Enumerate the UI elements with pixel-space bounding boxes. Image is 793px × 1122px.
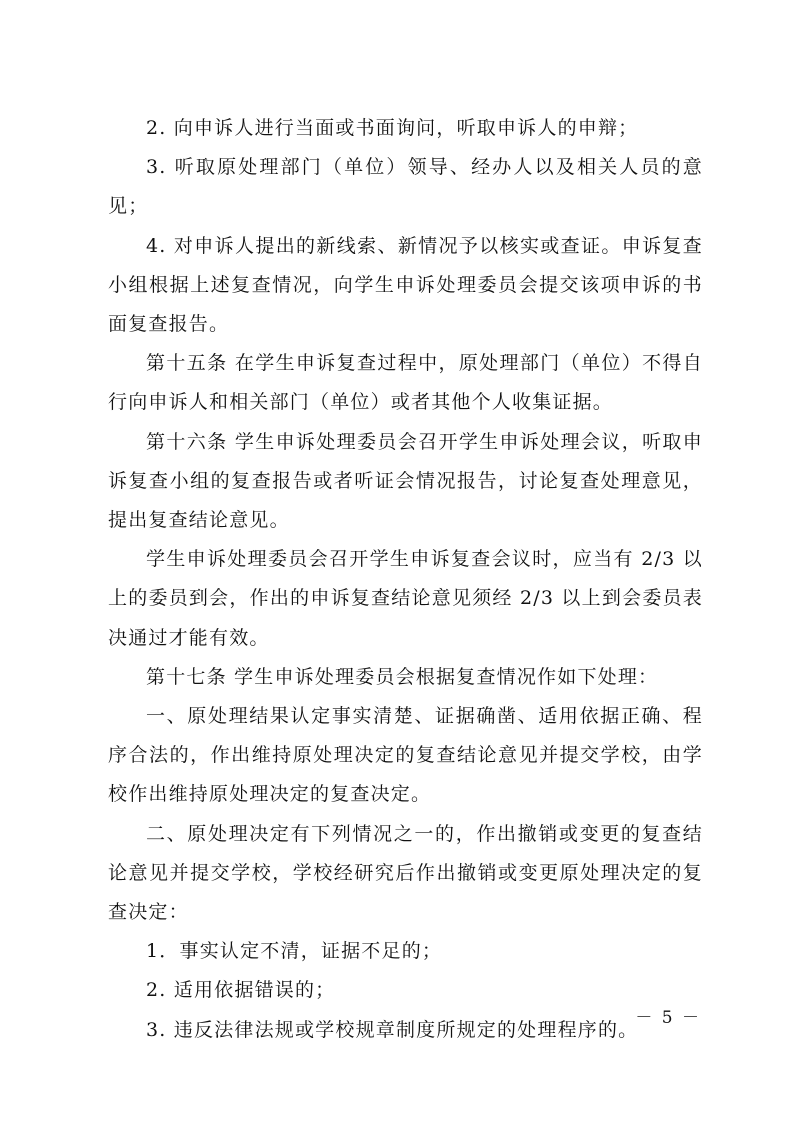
section-two: 二、原处理决定有下列情况之一的，作出撤销或变更的复查结论意见并提交学校，学校经研究后作出撤销或变更原处理决定的复查决定： — [108, 822, 703, 924]
paragraph-item-3: 3. 听取原处理部门（单位）领导、经办人以及相关人员的意见； — [108, 156, 703, 218]
article-15: 第十五条 在学生申诉复查过程中，原处理部门（单位）不得自行向申诉人和相关部门（单位）或者其他个人收集证据。 — [108, 352, 703, 414]
article-17: 第十七条 学生申诉处理委员会根据复查情况作如下处理： — [146, 665, 659, 688]
article-16: 第十六条 学生申诉处理委员会召开学生申诉处理会议，听取申诉复查小组的复查报告或者听证会情况报告，讨论复查处理意见，提出复查结论意见。 — [108, 430, 703, 532]
sub-item-1: 1．事实认定不清，证据不足的； — [146, 940, 443, 963]
document-body — [108, 109, 703, 1050]
sub-item-2: 2. 适用依据错误的； — [146, 979, 336, 1002]
sub-item-3: 3. 违反法律法规或学校规章制度所规定的处理程序的。 — [146, 1018, 639, 1041]
paragraph-item-2: 2. 向申诉人进行当面或书面询问，听取申诉人的申辩； — [146, 117, 639, 139]
meeting-quorum-paragraph: 学生申诉处理委员会召开学生申诉复查会议时，应当有 2/3 以上的委员到会，作出的申诉复查结论意见须经 2/3 以上到会委员表决通过才能有效。 — [108, 548, 703, 649]
section-one: 一、原处理结果认定事实清楚、证据确凿、适用依据正确、程序合法的，作出维持原处理决定的复查结论意见并提交学校，由学校作出维持原处理决定的复查决定。 — [108, 705, 703, 806]
paragraph-item-4: 4. 对申诉人提出的新线索、新情况予以核实或查证。申诉复查小组根据上述复查情况，向学生申诉处理委员会提交该项申诉的书面复查报告。 — [108, 234, 703, 336]
page-number: － 5 － — [635, 1008, 701, 1028]
